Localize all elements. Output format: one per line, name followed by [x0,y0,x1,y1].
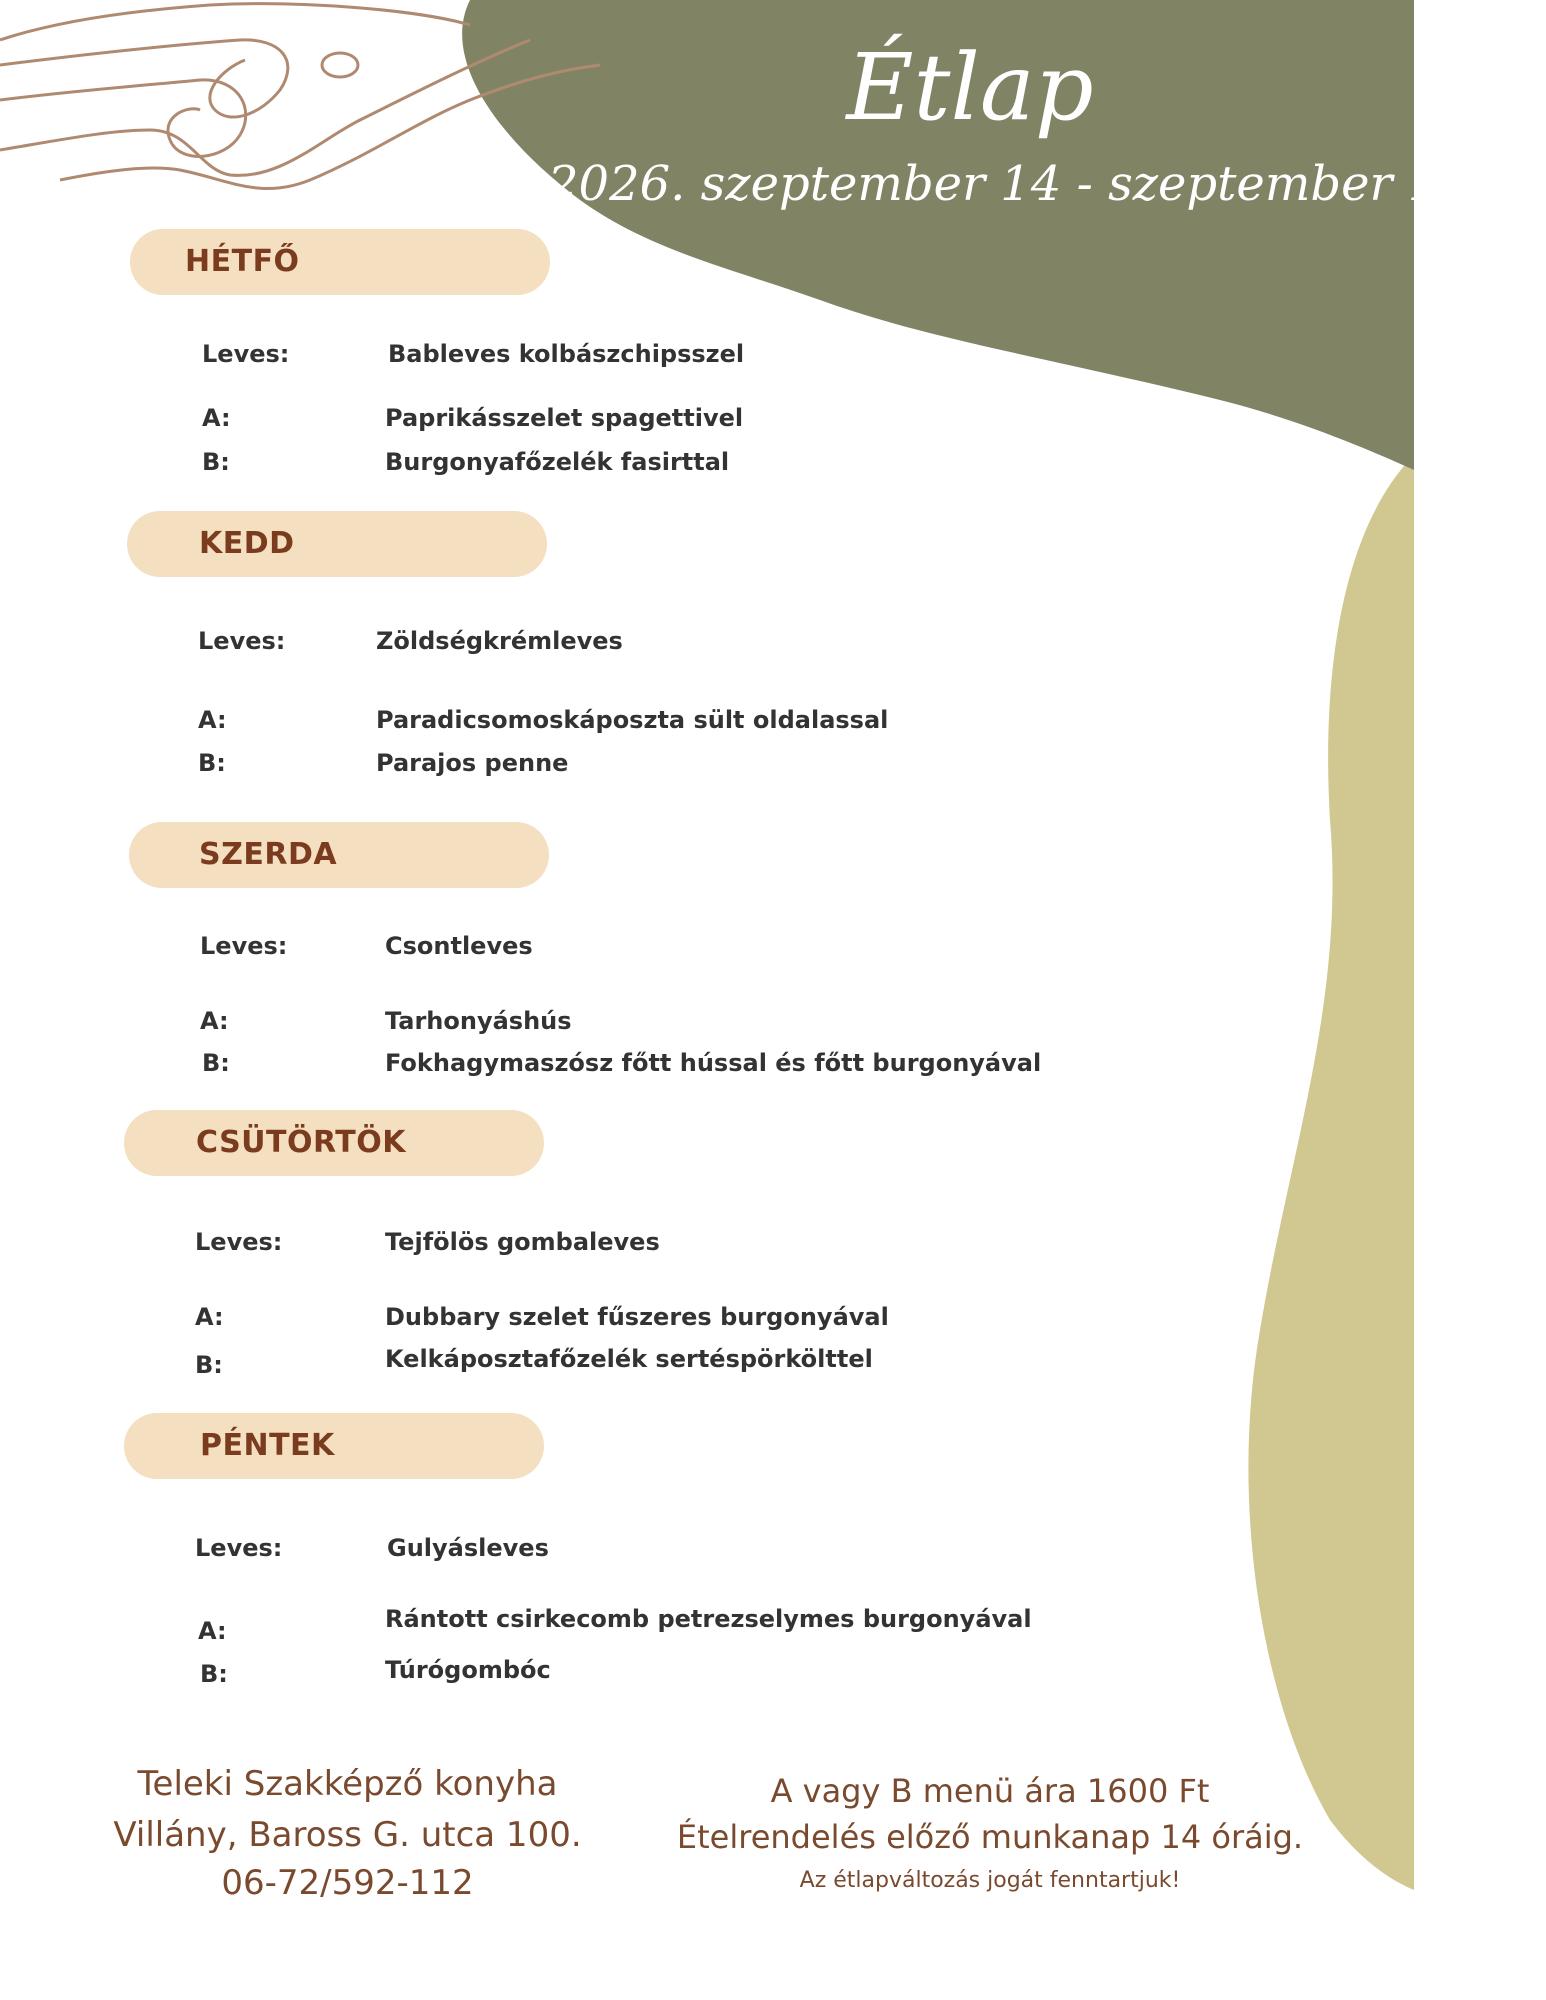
option-b-dish: Kelkáposztafőzelék sertéspörkölttel [385,1345,873,1373]
change-disclaimer: Az étlapváltozás jogát fenntartjuk! [799,1868,1181,1893]
option-b-dish: Burgonyafőzelék fasirttal [385,448,730,476]
option-a-dish: Dubbary szelet fűszeres burgonyával [385,1303,889,1331]
soup-dish: Csontleves [385,932,533,960]
soup-label: Leves: [195,1534,283,1562]
option-a-label: A: [200,1007,229,1035]
soup-dish: Bableves kolbászchipsszel [388,340,745,368]
menu-price: A vagy B menü ára 1600 Ft [770,1772,1210,1810]
soup-label: Leves: [195,1228,283,1256]
option-a-dish: Tarhonyáshús [385,1007,572,1035]
day-heading: HÉTFŐ [185,244,300,279]
day-pill-monday [130,229,550,295]
day-heading: SZERDA [199,837,338,872]
soup-label: Leves: [198,627,286,655]
kitchen-address: Villány, Baross G. utca 100. [113,1815,582,1855]
option-a-label: A: [202,404,231,432]
option-b-dish: Parajos penne [376,749,569,777]
menu-title: Étlap [846,34,1094,141]
day-heading: KEDD [199,526,295,561]
khaki-blob [1248,455,1414,1890]
kitchen-name: Teleki Szakképző konyha [137,1764,558,1804]
option-a-dish: Paradicsomoskáposzta sült oldalassal [376,706,889,734]
option-a-dish: Paprikásszelet spagettivel [385,404,744,432]
option-b-label: B: [202,448,230,476]
option-b-label: B: [202,1049,230,1077]
soup-dish: Gulyásleves [387,1534,549,1562]
option-b-dish: Túrógombóc [385,1656,551,1684]
soup-label: Leves: [200,932,288,960]
day-pill-wednesday [129,822,549,888]
option-b-dish: Fokhagymaszósz főtt hússal és főtt burgonyával [385,1049,1042,1077]
soup-dish: Zöldségkrémleves [376,627,623,655]
option-a-label: A: [198,706,227,734]
day-pill-tuesday [127,511,547,577]
option-a-dish: Rántott csirkecomb petrezselymes burgonyával [385,1605,1032,1633]
day-heading: CSÜTÖRTÖK [196,1125,406,1160]
day-heading: PÉNTEK [200,1428,335,1463]
kitchen-phone: 06-72/592-112 [221,1863,474,1903]
soup-label: Leves: [202,340,290,368]
option-b-label: B: [195,1351,223,1379]
menu-date-range: 2026. szeptember 14 - szeptember 18-ig. [548,156,1546,212]
option-a-label: A: [195,1303,224,1331]
day-pill-thursday [124,1110,544,1176]
day-pill-friday [124,1413,544,1479]
soup-dish: Tejfölös gombaleves [385,1228,660,1256]
option-b-label: B: [198,749,226,777]
option-b-label: B: [200,1660,228,1688]
option-a-label: A: [198,1617,227,1645]
order-deadline: Ételrendelés előző munkanap 14 óráig. [676,1818,1304,1856]
